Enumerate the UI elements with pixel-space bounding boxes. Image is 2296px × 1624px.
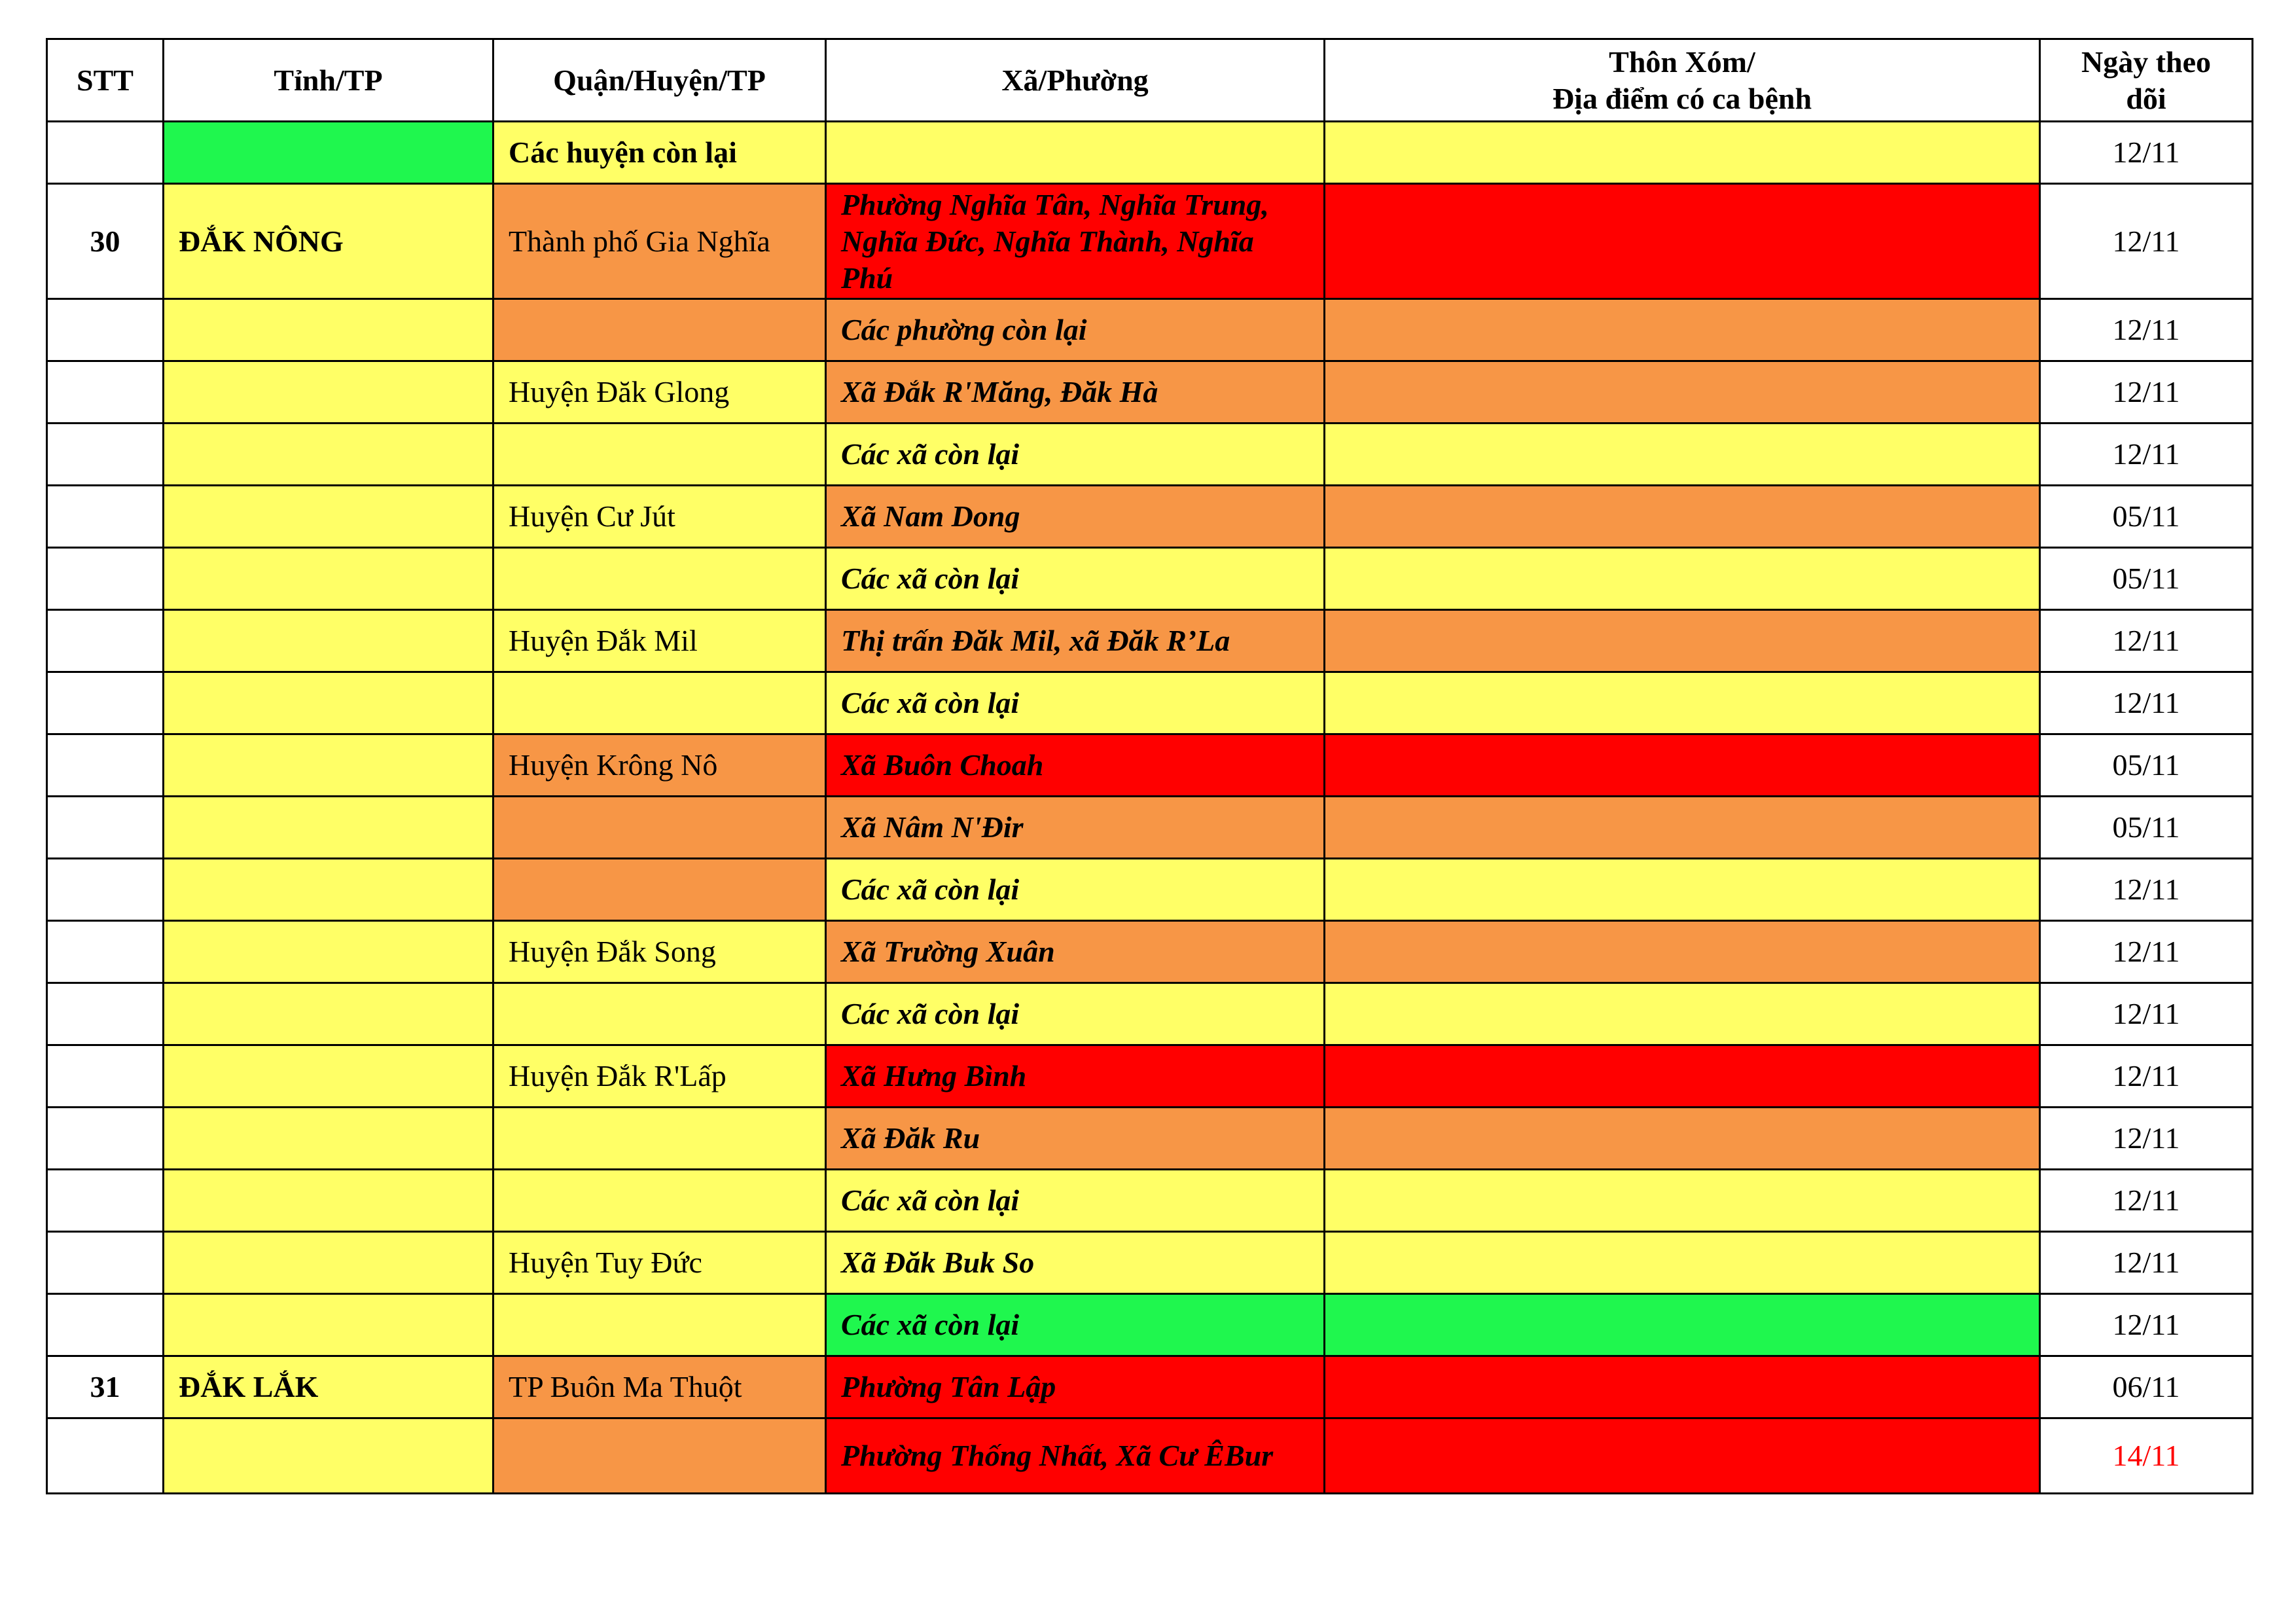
cell-ward: Xã Đắk R'Măng, Đăk Hà — [826, 361, 1325, 424]
table-row — [47, 1232, 2253, 1294]
cell-stt — [47, 1294, 164, 1356]
cell-district — [493, 672, 826, 734]
cell-province — [164, 983, 493, 1045]
table-row — [47, 122, 2253, 184]
cell-village — [1325, 859, 2040, 921]
cell-province — [164, 424, 493, 486]
cell-district — [493, 1294, 826, 1356]
cell-village — [1325, 1356, 2040, 1418]
cell-ward: Các xã còn lại — [826, 672, 1325, 734]
cell-stt — [47, 1170, 164, 1232]
cell-ward: Xã Trường Xuân — [826, 921, 1325, 983]
cell-stt — [47, 734, 164, 797]
cell-district: Thành phố Gia Nghĩa — [493, 184, 826, 299]
cell-stt — [47, 299, 164, 361]
header-stt: STT — [47, 39, 164, 122]
cell-date: 05/11 — [2040, 734, 2253, 797]
cell-date: 12/11 — [2040, 921, 2253, 983]
cell-date: 12/11 — [2040, 672, 2253, 734]
header-date-line2: dõi — [2126, 81, 2166, 115]
cell-district: Huyện Đắk Song — [493, 921, 826, 983]
cell-date: 12/11 — [2040, 1045, 2253, 1108]
table-row — [47, 1294, 2253, 1356]
cell-village — [1325, 1232, 2040, 1294]
cell-date: 06/11 — [2040, 1356, 2253, 1418]
cell-village — [1325, 921, 2040, 983]
cell-district: Huyện Krông Nô — [493, 734, 826, 797]
table-row — [47, 184, 2253, 299]
cell-date: 12/11 — [2040, 299, 2253, 361]
cell-village — [1325, 734, 2040, 797]
header-row — [47, 39, 2253, 122]
cell-province — [164, 548, 493, 610]
cell-date: 12/11 — [2040, 122, 2253, 184]
cell-ward: Các xã còn lại — [826, 1170, 1325, 1232]
cell-ward: Phường Nghĩa Tân, Nghĩa Trung, Nghĩa Đức, Nghĩa Thành, Nghĩa Phú — [826, 184, 1325, 299]
cell-ward: Phường Tân Lập — [826, 1356, 1325, 1418]
table-row — [47, 797, 2253, 859]
cell-ward: Xã Nam Dong — [826, 486, 1325, 548]
cell-province — [164, 610, 493, 672]
header-province: Tỉnh/TP — [164, 39, 493, 122]
cell-province — [164, 1232, 493, 1294]
cell-stt: 31 — [47, 1356, 164, 1418]
cell-stt — [47, 548, 164, 610]
cell-village — [1325, 672, 2040, 734]
cell-ward: Xã Hưng Bình — [826, 1045, 1325, 1108]
header-village — [1325, 39, 2040, 122]
table-row — [47, 1356, 2253, 1418]
header-district: Quận/Huyện/TP — [493, 39, 826, 122]
cell-village — [1325, 486, 2040, 548]
cell-stt — [47, 921, 164, 983]
status-table — [46, 38, 2253, 1494]
table-row — [47, 1108, 2253, 1170]
cell-ward: Các xã còn lại — [826, 983, 1325, 1045]
cell-ward: Các phường còn lại — [826, 299, 1325, 361]
table-row — [47, 548, 2253, 610]
cell-village — [1325, 1108, 2040, 1170]
cell-stt — [47, 859, 164, 921]
table-row — [47, 1170, 2253, 1232]
cell-stt — [47, 983, 164, 1045]
cell-ward: Các xã còn lại — [826, 424, 1325, 486]
table-row — [47, 734, 2253, 797]
cell-province: ĐẮK LẮK — [164, 1356, 493, 1418]
cell-district: Huyện Đắk R'Lấp — [493, 1045, 826, 1108]
cell-date: 12/11 — [2040, 859, 2253, 921]
cell-ward: Các xã còn lại — [826, 859, 1325, 921]
cell-date: 12/11 — [2040, 983, 2253, 1045]
cell-stt — [47, 1045, 164, 1108]
cell-date: 14/11 — [2040, 1418, 2253, 1494]
cell-district — [493, 1170, 826, 1232]
cell-district — [493, 548, 826, 610]
cell-ward — [826, 122, 1325, 184]
table-row — [47, 299, 2253, 361]
cell-province — [164, 921, 493, 983]
cell-village — [1325, 983, 2040, 1045]
cell-village — [1325, 610, 2040, 672]
header-date — [2040, 39, 2253, 122]
cell-province — [164, 299, 493, 361]
cell-district: Huyện Đắk Mil — [493, 610, 826, 672]
cell-province: ĐẮK NÔNG — [164, 184, 493, 299]
cell-date: 12/11 — [2040, 1294, 2253, 1356]
cell-village — [1325, 1418, 2040, 1494]
table-row — [47, 921, 2253, 983]
cell-ward: Các xã còn lại — [826, 1294, 1325, 1356]
table-row — [47, 424, 2253, 486]
cell-district — [493, 859, 826, 921]
cell-date: 12/11 — [2040, 1232, 2253, 1294]
cell-stt — [47, 122, 164, 184]
cell-ward: Thị trấn Đăk Mil, xã Đăk R’La — [826, 610, 1325, 672]
cell-village — [1325, 184, 2040, 299]
cell-stt — [47, 672, 164, 734]
cell-stt: 30 — [47, 184, 164, 299]
cell-village — [1325, 797, 2040, 859]
cell-stt — [47, 424, 164, 486]
cell-province — [164, 486, 493, 548]
cell-date: 12/11 — [2040, 1108, 2253, 1170]
cell-province — [164, 1294, 493, 1356]
cell-district — [493, 797, 826, 859]
cell-district — [493, 299, 826, 361]
cell-date: 12/11 — [2040, 1170, 2253, 1232]
cell-province — [164, 672, 493, 734]
cell-date: 05/11 — [2040, 486, 2253, 548]
cell-stt — [47, 1418, 164, 1494]
cell-date: 12/11 — [2040, 361, 2253, 424]
cell-ward: Các xã còn lại — [826, 548, 1325, 610]
cell-date: 05/11 — [2040, 548, 2253, 610]
cell-province — [164, 797, 493, 859]
cell-province — [164, 734, 493, 797]
cell-district — [493, 1108, 826, 1170]
header-ward: Xã/Phường — [826, 39, 1325, 122]
cell-ward: Phường Thống Nhất, Xã Cư ÊBur — [826, 1418, 1325, 1494]
cell-village — [1325, 424, 2040, 486]
table-row — [47, 983, 2253, 1045]
cell-district: TP Buôn Ma Thuột — [493, 1356, 826, 1418]
cell-village — [1325, 1045, 2040, 1108]
cell-stt — [47, 610, 164, 672]
cell-village — [1325, 122, 2040, 184]
table-row — [47, 859, 2253, 921]
header-village-line2: Địa điểm có ca bệnh — [1552, 81, 1812, 115]
cell-stt — [47, 797, 164, 859]
table-row — [47, 610, 2253, 672]
cell-district: Huyện Tuy Đức — [493, 1232, 826, 1294]
cell-village — [1325, 299, 2040, 361]
cell-province — [164, 1108, 493, 1170]
cell-province — [164, 361, 493, 424]
cell-province — [164, 1045, 493, 1108]
cell-province — [164, 859, 493, 921]
cell-date: 12/11 — [2040, 184, 2253, 299]
header-date-line1: Ngày theo — [2081, 45, 2212, 79]
cell-district: Huyện Cư Jút — [493, 486, 826, 548]
cell-stt — [47, 1232, 164, 1294]
cell-stt — [47, 1108, 164, 1170]
cell-district — [493, 424, 826, 486]
cell-ward: Xã Nâm N'Đir — [826, 797, 1325, 859]
cell-province — [164, 1418, 493, 1494]
cell-date: 12/11 — [2040, 610, 2253, 672]
cell-ward: Xã Buôn Choah — [826, 734, 1325, 797]
cell-province — [164, 1170, 493, 1232]
cell-date: 05/11 — [2040, 797, 2253, 859]
cell-village — [1325, 1170, 2040, 1232]
cell-ward: Xã Đăk Ru — [826, 1108, 1325, 1170]
cell-village — [1325, 361, 2040, 424]
cell-district: Huyện Đăk Glong — [493, 361, 826, 424]
cell-stt — [47, 486, 164, 548]
cell-stt — [47, 361, 164, 424]
table-row — [47, 486, 2253, 548]
cell-district: Các huyện còn lại — [493, 122, 826, 184]
cell-district — [493, 983, 826, 1045]
cell-district — [493, 1418, 826, 1494]
cell-ward: Xã Đăk Buk So — [826, 1232, 1325, 1294]
header-village-line1: Thôn Xóm/ — [1609, 45, 1755, 79]
cell-village — [1325, 1294, 2040, 1356]
cell-date: 12/11 — [2040, 424, 2253, 486]
cell-village — [1325, 548, 2040, 610]
table-row — [47, 361, 2253, 424]
cell-province — [164, 122, 493, 184]
table-row — [47, 1418, 2253, 1494]
table-row — [47, 672, 2253, 734]
table-row — [47, 1045, 2253, 1108]
